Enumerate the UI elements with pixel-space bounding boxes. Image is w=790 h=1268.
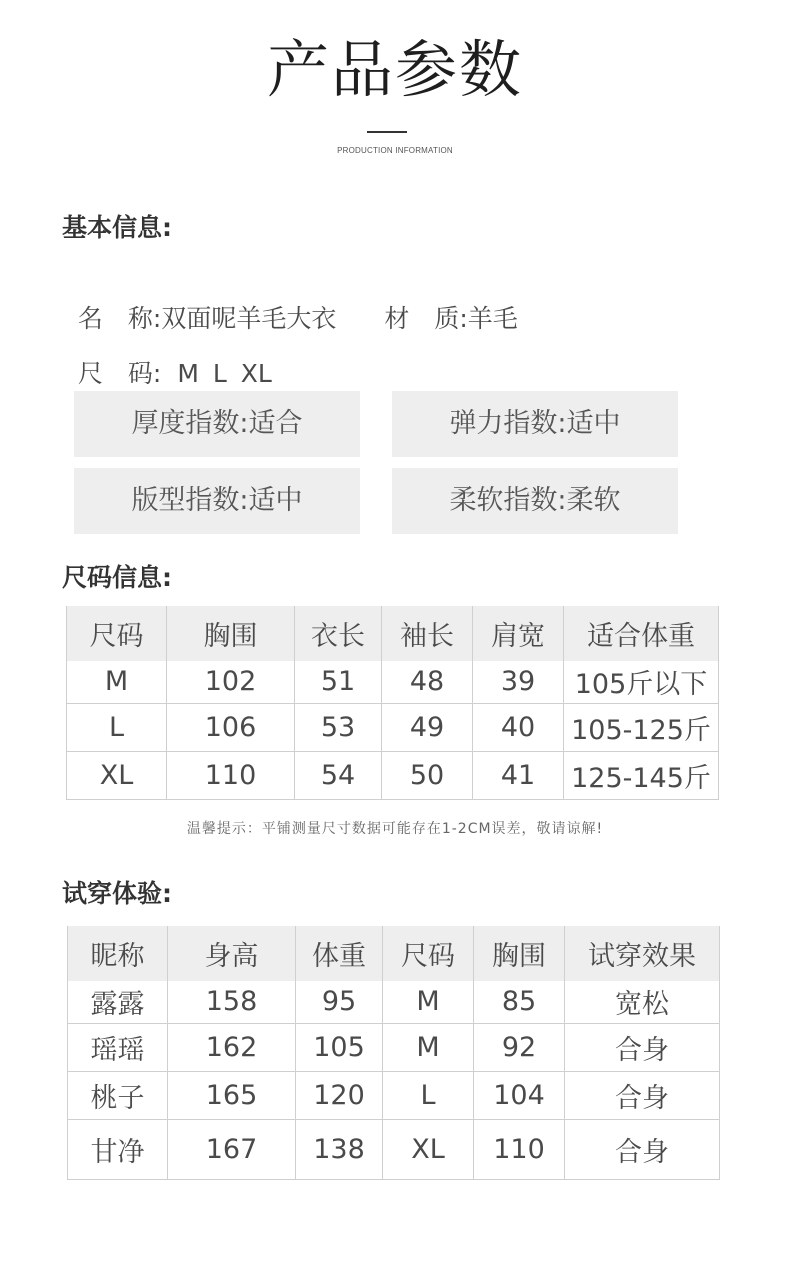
table-row (67, 751, 719, 799)
size-value: M L XL (177, 359, 272, 388)
elasticity-index-label: 弹力指数: (449, 408, 567, 439)
table-cell: 合身 (565, 1071, 720, 1119)
title-divider (367, 131, 407, 133)
table-cell: 125-145斤 (564, 751, 719, 799)
table-cell: 110 (474, 1119, 565, 1179)
table-cell: 瑶瑶 (68, 1023, 168, 1071)
table-cell: 95 (296, 981, 383, 1023)
fit-index-label: 版型指数: (131, 485, 249, 516)
column-header: 胸围 (474, 926, 565, 981)
table-row (68, 981, 720, 1023)
table-cell: 49 (382, 703, 473, 751)
table-cell: 54 (295, 751, 382, 799)
size-table (66, 606, 719, 800)
softness-index-label: 柔软指数: (449, 485, 567, 516)
table-cell: 104 (474, 1071, 565, 1119)
column-header: 试穿效果 (565, 926, 720, 981)
table-cell: 51 (295, 661, 382, 703)
table-cell: 41 (473, 751, 564, 799)
table-cell: 露露 (68, 981, 168, 1023)
size-label: 尺 码: (77, 359, 162, 388)
softness-index-value: 柔软 (566, 485, 621, 516)
table-cell: 宽松 (565, 981, 720, 1023)
table-cell: L (383, 1071, 474, 1119)
column-header: 衣长 (295, 606, 382, 661)
table-cell: 53 (295, 703, 382, 751)
table-cell: 50 (382, 751, 473, 799)
table-cell: 85 (474, 981, 565, 1023)
table-cell: 92 (474, 1023, 565, 1071)
table-cell: 110 (167, 751, 295, 799)
thickness-index-value: 适合 (248, 408, 303, 439)
table-row (67, 703, 719, 751)
table-cell: 162 (168, 1023, 296, 1071)
table-cell: 105斤以下 (564, 661, 719, 703)
table-cell: 105 (296, 1023, 383, 1071)
column-header: 胸围 (167, 606, 295, 661)
table-cell: 158 (168, 981, 296, 1023)
table-cell: 167 (168, 1119, 296, 1179)
table-cell: 合身 (565, 1023, 720, 1071)
column-header: 尺码 (67, 606, 167, 661)
softness-index (392, 468, 678, 534)
table-cell: 165 (168, 1071, 296, 1119)
info-row-size (62, 325, 272, 390)
table-row (68, 1119, 720, 1179)
table-cell: 48 (382, 661, 473, 703)
table-cell: 106 (167, 703, 295, 751)
fit-index (74, 468, 360, 534)
table-cell: XL (67, 751, 167, 799)
table-row (68, 1023, 720, 1071)
table-cell: 105-125斤 (564, 703, 719, 751)
thickness-index (74, 391, 360, 457)
table-row (68, 1071, 720, 1119)
table-cell: M (383, 981, 474, 1023)
fit-index-value: 适中 (248, 485, 303, 516)
table-cell: XL (383, 1119, 474, 1179)
column-header: 袖长 (382, 606, 473, 661)
table-cell: 合身 (565, 1119, 720, 1179)
table-cell: 40 (473, 703, 564, 751)
thickness-index-label: 厚度指数: (131, 408, 249, 439)
try-on-table (67, 926, 720, 1180)
column-header: 昵称 (68, 926, 168, 981)
table-cell: 102 (167, 661, 295, 703)
material-value: 羊毛 (467, 304, 518, 333)
column-header: 体重 (296, 926, 383, 981)
table-row (67, 661, 719, 703)
try-on-heading: 试穿体验: (62, 879, 172, 908)
size-table-header (67, 606, 719, 661)
column-header: 适合体重 (564, 606, 719, 661)
name-value: 双面呢羊毛大衣 (161, 304, 337, 333)
try-on-table-header (68, 926, 720, 981)
basic-info-heading: 基本信息: (62, 213, 172, 242)
material-label: 材 质: (384, 304, 468, 333)
measurement-tip: 温馨提示：平铺测量尺寸数据可能存在1-2CM误差，敬请谅解! (186, 821, 604, 837)
column-header: 身高 (168, 926, 296, 981)
table-cell: M (383, 1023, 474, 1071)
table-cell: 桃子 (68, 1071, 168, 1119)
table-cell: 120 (296, 1071, 383, 1119)
table-cell: 39 (473, 661, 564, 703)
page-subtitle: PRODUCTION INFORMATION (337, 146, 453, 155)
size-info-heading: 尺码信息: (62, 563, 172, 592)
table-cell: 甘净 (68, 1119, 168, 1179)
elasticity-index (392, 391, 678, 457)
table-cell: M (67, 661, 167, 703)
table-cell: 138 (296, 1119, 383, 1179)
elasticity-index-value: 适中 (566, 408, 621, 439)
name-label: 名 称: (77, 304, 162, 333)
column-header: 尺码 (383, 926, 474, 981)
table-cell: L (67, 703, 167, 751)
column-header: 肩宽 (473, 606, 564, 661)
page-title: 产品参数 (266, 33, 523, 106)
